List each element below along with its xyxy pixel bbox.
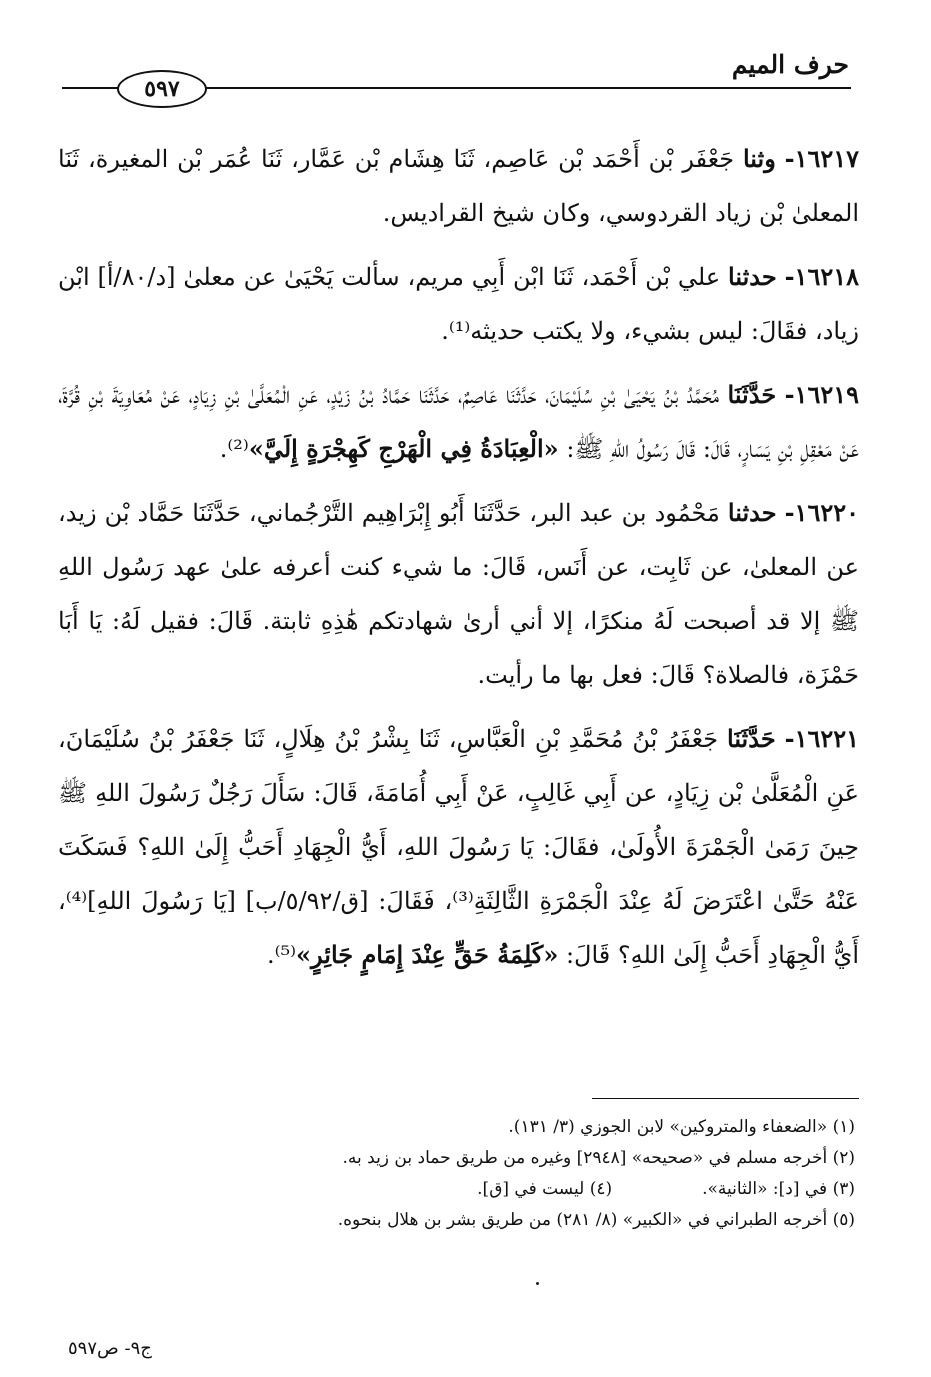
hadith-text: مُحَمَّدُ بْنُ يَحْيَىٰ بْنِ سُلَيْمَانَ، حَدَّثَنَا عَاصِمٌ، حَدَّثَنَا حَمَّادُ بْنُ زَيْدٍ، عَنِ الْمُعَلَّىٰ بْنِ زِيَادٍ، عَنْ مُعَاوِيَةَ بْنِ قُرَّةَ، عَنْ مَعْقِلِ بْنِ يَسَارٍ، قَالَ: قَالَ رَسُولُ اللهِ ﷺ:	[58, 381, 859, 463]
hadith-16218	[58, 250, 859, 358]
footnote-rule	[592, 1098, 859, 1099]
hadith-16217	[58, 132, 859, 240]
page-number-badge: ٥٩٧	[117, 70, 207, 108]
footnote-3: (٣) في [د]: «الثانية».	[702, 1179, 855, 1199]
hadith-lead: حدثنا	[728, 262, 777, 291]
print-speck	[536, 1282, 539, 1285]
footnote-marker: ⁽²⁾.	[219, 435, 249, 463]
hadith-number: ١٦٢١٩-	[784, 380, 859, 409]
hadith-text: مَحْمُود بن عبد البر، حَدَّثَنَا أَبُو إِبْرَاهِيم التَّرْجُماني، حَدَّثَنَا حَمَّاد بْن زيد، عن المعلىٰ، عن ثَابِت، عن أَنَس، قَالَ: ما شيء كنت أعرفه علىٰ عهد رَسُول اللهِ ﷺ إلا قد أصبحت لَهُ منكرًا، إلا أني أرىٰ شهادتكم هَٰذِهِ ثابتة. قَالَ: فقيل لَهُ: يَا أَبَا حَمْزَة، فالصلاة؟ قَالَ: فعل بها ما رأيت.	[58, 499, 859, 689]
hadith-16219	[58, 368, 859, 476]
hadith-number: ١٦٢١٧-	[784, 144, 860, 173]
hadith-text: علي بْن أَحْمَد، ثَنَا ابْن أَبِي مريم، سألت يَحْيَىٰ عن معلىٰ [د/٨٠/أ] ابْن زياد، فقَالَ: ليس بشيء، ولا يكتب حديثه⁽¹⁾.	[58, 263, 859, 345]
hadith-lead: وثنا	[742, 144, 776, 173]
body-text	[58, 132, 859, 992]
hadith-quote: «كَلِمَةُ حَقٍّ عِنْدَ إِمَامٍ جَائِرٍ»	[296, 940, 559, 969]
hadith-lead: حَدَّثَنَا	[727, 724, 776, 753]
footnote-2: (٢) أخرجه مسلم في «صحيحه» [٢٩٤٨] وغيره من طريق حماد بن زيد به.	[342, 1148, 855, 1168]
footnote-marker: ⁽⁵⁾.	[266, 941, 297, 969]
hadith-lead: حَدَّثَنَا	[727, 380, 777, 409]
volume-page-ref: ج٩- ص٥٩٧	[68, 1338, 152, 1359]
footnote-5: (٥) أخرجه الطبراني في «الكبير» (٨/ ٢٨١) من طريق بشر بن هلال بنحوه.	[337, 1210, 855, 1230]
hadith-16221	[58, 712, 859, 982]
hadith-text: جَعْفَر بْن أَحْمَد بْن عَاصِم، ثَنَا هِشَام بْن عَمَّار، ثَنَا عُمَر بْن المغيرة، ثَنَا المعلىٰ بْن زياد القردوسي، وكان شيخ القراديس.	[58, 145, 859, 227]
footnote-1: (١) «الضعفاء والمتروكين» لابن الجوزي (٣/ ١٣١).	[508, 1117, 855, 1137]
hadith-16220	[58, 486, 859, 702]
hadith-text: جَعْفَرُ بْنُ مُحَمَّدِ بْنِ الْعَبَّاسِ، ثَنَا بِشْرُ بْنُ هِلَالٍ، ثَنَا جَعْفَرُ بْنُ سُلَيْمَانَ، عَنِ الْمُعَلَّىٰ بْن زِيَادٍ، عن أَبِي غَالِبٍ، عَنْ أَبِي أُمَامَةَ، قَالَ: سَأَلَ رَجُلٌ رَسُولَ اللهِ ﷺ حِينَ رَمَىٰ الْجَمْرَةَ الأُولَىٰ، فقَالَ: يَا رَسُولَ اللهِ، أَيُّ الْجِهَادِ أَحَبُّ إِلَىٰ اللهِ؟ فَسَكَتَ عَنْهُ حَتَّىٰ اعْتَرَضَ لَهُ عِنْدَ الْجَمْرَةِ الثَّالِثَةِ⁽³⁾، فَقَالَ: [ق/٥/٩٢/ب] [يَا رَسُولَ اللهِ]⁽⁴⁾، أَيُّ الْجِهَادِ أَحَبُّ إِلَىٰ اللهِ؟ قَالَ:	[58, 725, 860, 969]
footnotes	[100, 1112, 855, 1236]
footnote-4: (٤) ليست في [ق].	[477, 1179, 613, 1199]
hadith-number: ١٦٢٢١-	[784, 724, 860, 753]
hadith-number: ١٦٢٢٠-	[784, 498, 859, 527]
chapter-title: حرف الميم	[731, 50, 849, 79]
footnote-row	[100, 1174, 855, 1205]
hadith-number: ١٦٢١٨-	[784, 262, 859, 291]
hadith-quote: «الْعِبَادَةُ فِي الْهَرْجِ كَهِجْرَةٍ إِلَيَّ»	[248, 434, 559, 463]
hadith-lead: حدثنا	[727, 498, 777, 527]
